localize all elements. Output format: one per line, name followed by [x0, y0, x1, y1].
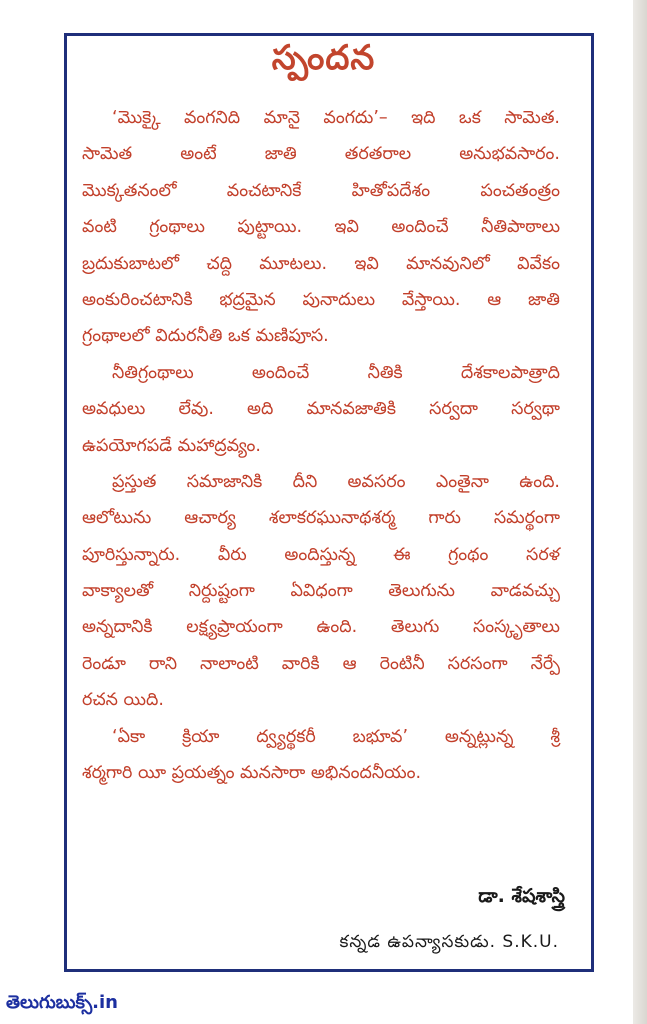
text-line: వంటి గ్రంథాలు పుట్టాయి. ఇవి అందించే నీతిపాఠాలు: [82, 217, 560, 238]
text-line: బ్రదుకుబాటలో చద్ది మూటలు. ఇవి మానవునిలో వివేకం: [82, 253, 560, 274]
text-line: ‘ఏకా క్రియా ద్వ్యర్థకరీ బభూవ’ అన్నట్లున్న శ్రీ: [112, 726, 560, 747]
text-line: అన్నదానికి లక్ష్యప్రాయంగా ఉంది. తెలుగు సంస్కృతాలు: [82, 617, 560, 638]
author-designation: కన్నడ ఉపన్యాసకుడు. S.K.U.: [339, 932, 559, 952]
preface-body: [82, 100, 560, 791]
text-line: నీతిగ్రంథాలు అందించే నీతికి దేశకాలపాత్రాది: [112, 362, 560, 383]
page-title: స్పందన: [271, 38, 376, 78]
text-line: గ్రంథాలలో విదురనీతి ఒక మణిపూస.: [82, 326, 329, 347]
text-line: పూరిస్తున్నారు. వీరు అందిస్తున్న ఈ గ్రంథం సరళ: [82, 544, 560, 565]
text-line: అవధులు లేవు. అది మానవజాతికి సర్వదా సర్వథా: [82, 399, 560, 420]
text-line: సామెత అంటే జాతి తరతరాల అనుభవసారం.: [82, 144, 560, 165]
text-line: రెండూ రాని నాలాంటి వారికి ఆ రెంటినీ సరసంగా నేర్పే: [82, 653, 560, 674]
text-line: ఉపయోగపడే మహాద్రవ్యం.: [82, 435, 261, 456]
text-line: అంకురించటానికి భద్రమైన పునాదులు వేస్తాయి. ఆ జాతి: [82, 289, 560, 310]
text-line: శర్మగారి యీ ప్రయత్నం మనసారా అభినందనీయం.: [82, 763, 422, 784]
text-line: మొక్కతనంలో వంచటానికే హితోపదేశం పంచతంత్రం: [82, 180, 560, 201]
text-line: ‘మొక్కై వంగనిది మానై వంగదు’– ఇది ఒక సామెత.: [112, 108, 560, 128]
text-line: ఆలోటును ఆచార్య శలాకరఘునాథశర్మ గారు సమర్థంగా: [82, 508, 560, 529]
author-signature: డా. శేషశాస్త్రి: [478, 885, 565, 907]
text-line: వాక్యాలతో నిర్దుష్టంగా ఏవిధంగా తెలుగును వాడవచ్చు: [82, 581, 560, 602]
text-line: రచన యిది.: [82, 690, 164, 711]
page-edge: [633, 0, 647, 1024]
site-logo[interactable]: తెలుగుబుక్స్.in: [0, 990, 124, 1024]
text-line: ప్రస్తుత సమాజానికి దీని అవసరం ఎంతైనా ఉంది.: [112, 471, 560, 492]
